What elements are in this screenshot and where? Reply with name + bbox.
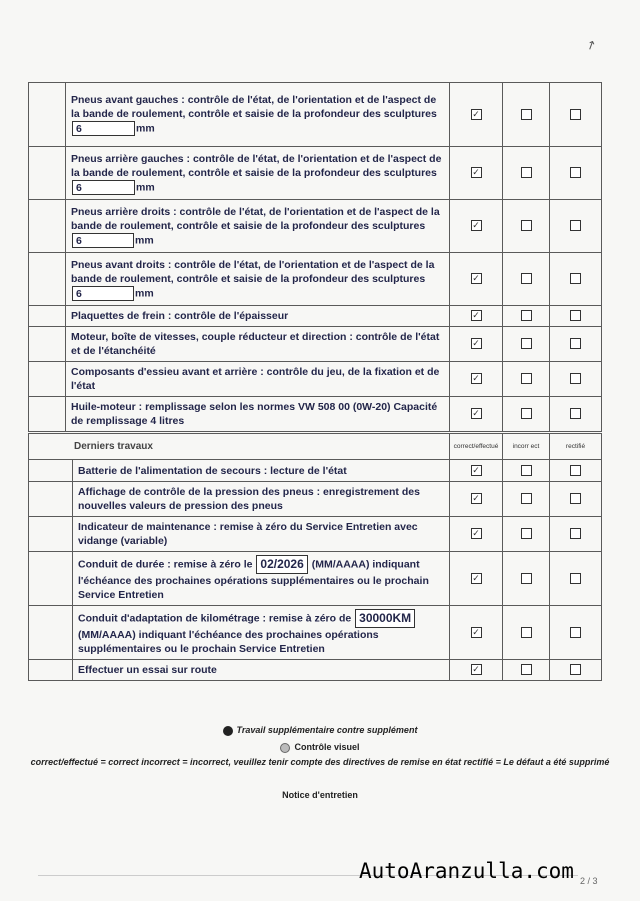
task-text: Conduit d'adaptation de kilométrage : remise à zéro de (78, 612, 352, 625)
checkbox-rectified[interactable] (570, 310, 581, 321)
light-dot-icon (280, 743, 290, 753)
legend-extra-work: Travail supplémentaire contre supplément (0, 725, 640, 736)
last-work-table (28, 433, 602, 681)
col-header-rectified: rectifié (550, 434, 602, 460)
checkbox-rectified[interactable] (570, 167, 581, 178)
row-margin (29, 460, 73, 482)
checkbox-rectified[interactable] (570, 528, 581, 539)
checkbox-incorrect[interactable] (521, 408, 532, 419)
row-margin (29, 253, 66, 306)
task-description (73, 606, 450, 660)
task-text: Affichage de contrôle de la pression des pneus : enregistrement des nouvelles valeurs de pression des pneus (78, 486, 420, 512)
checkbox-rectified[interactable] (570, 493, 581, 504)
checklist-row (29, 83, 602, 147)
inspection-table (28, 82, 602, 432)
checkbox-rectified-cell (550, 397, 602, 432)
row-margin (29, 397, 66, 432)
checkbox-incorrect-cell (503, 362, 550, 397)
checkbox-correct[interactable]: ✓ (472, 464, 480, 475)
checkbox-correct[interactable]: ✓ (472, 626, 480, 637)
task-description (73, 660, 450, 681)
checkbox-rectified-cell (550, 253, 602, 306)
checkbox-incorrect-cell (503, 460, 550, 482)
value-field[interactable]: 6 (72, 180, 135, 195)
checkbox-rectified-cell (550, 482, 602, 517)
checklist-row (29, 362, 602, 397)
task-description (73, 460, 450, 482)
row-margin (29, 83, 66, 147)
legend-visual-check: Contrôle visuel (0, 742, 640, 753)
checkbox-incorrect[interactable] (521, 573, 532, 584)
checklist-row (29, 147, 602, 200)
row-margin (29, 200, 66, 253)
checkbox-incorrect-cell (503, 552, 550, 606)
checkbox-correct[interactable]: ✓ (472, 408, 480, 419)
filled-dot-icon (223, 726, 233, 736)
checkbox-rectified-cell (550, 327, 602, 362)
checkbox-incorrect-cell (503, 253, 550, 306)
checkbox-correct-cell (450, 606, 503, 660)
checkbox-incorrect-cell (503, 606, 550, 660)
legend-notice: Notice d'entretien (282, 790, 358, 800)
checkbox-incorrect[interactable] (521, 528, 532, 539)
checklist-row (29, 200, 602, 253)
value-field[interactable]: 02/2026 (256, 555, 307, 574)
checkbox-incorrect-cell (503, 147, 550, 200)
task-text: Moteur, boîte de vitesses, couple réducteur et direction : contrôle de l'état et de l'étanchéité (71, 331, 440, 357)
checklist-row (29, 517, 602, 552)
checkbox-incorrect-cell (503, 83, 550, 147)
value-field[interactable]: 6 (72, 121, 135, 136)
section-title: Derniers travaux (29, 434, 450, 460)
task-text: Indicateur de maintenance : remise à zéro du Service Entretien avec vidange (variable) (78, 521, 418, 547)
checkbox-incorrect-cell (503, 327, 550, 362)
unit-label: mm (136, 122, 155, 135)
checklist-row (29, 660, 602, 681)
checkbox-correct-cell (450, 327, 503, 362)
checkbox-rectified[interactable] (570, 273, 581, 284)
checkbox-rectified[interactable] (570, 664, 581, 675)
checkbox-correct[interactable]: ✓ (472, 373, 480, 384)
row-margin (29, 306, 66, 327)
col-header-correct: correct/effectué (450, 434, 503, 460)
value-field[interactable]: 6 (72, 286, 134, 301)
checkbox-correct[interactable]: ✓ (472, 664, 480, 675)
task-text: Huile-moteur : remplissage selon les normes VW 508 00 (0W-20) Capacité de remplissage 4 litres (71, 401, 438, 427)
checkbox-correct-cell (450, 306, 503, 327)
checkbox-rectified-cell (550, 83, 602, 147)
legend-definitions: correct/effectué = correct incorrect = incorrect, veuillez tenir compte des directives de remise en état rectifié = Le défaut a été supprimé (30, 757, 610, 767)
task-text: Conduit de durée : remise à zéro le (78, 558, 253, 571)
checkbox-incorrect[interactable] (521, 664, 532, 675)
page-number: 2 / 3 (580, 876, 598, 886)
checkbox-rectified[interactable] (570, 338, 581, 349)
checkbox-correct-cell (450, 397, 503, 432)
checkbox-correct[interactable]: ✓ (472, 167, 480, 178)
row-margin (29, 482, 73, 517)
checkbox-rectified-cell (550, 517, 602, 552)
checkbox-rectified-cell (550, 306, 602, 327)
task-description (66, 327, 450, 362)
watermark: AutoAranzulla.com (359, 859, 574, 883)
checkbox-correct-cell (450, 482, 503, 517)
task-description (73, 552, 450, 606)
task-text-continued: (MM/AAAA) indiquant l'échéance des prochaines opérations supplémentaires ou le prochain Service Entretien (78, 558, 429, 601)
checkbox-correct-cell (450, 552, 503, 606)
checkbox-incorrect[interactable] (521, 373, 532, 384)
checkbox-rectified[interactable] (570, 573, 581, 584)
checklist-row (29, 306, 602, 327)
checkbox-rectified-cell (550, 606, 602, 660)
checkbox-rectified-cell (550, 147, 602, 200)
col-header-incorrect: incorr ect (503, 434, 550, 460)
row-margin (29, 517, 73, 552)
checkbox-rectified-cell (550, 362, 602, 397)
checkbox-rectified[interactable] (570, 408, 581, 419)
row-margin (29, 606, 73, 660)
task-text: Batterie de l'alimentation de secours : lecture de l'état (78, 464, 347, 477)
checkbox-incorrect-cell (503, 200, 550, 253)
checkbox-rectified[interactable] (570, 627, 581, 638)
checkbox-incorrect[interactable] (521, 465, 532, 476)
row-margin (29, 147, 66, 200)
checkbox-incorrect-cell (503, 482, 550, 517)
checkbox-correct[interactable]: ✓ (472, 528, 480, 539)
checkbox-correct[interactable]: ✓ (472, 273, 480, 284)
checkbox-correct[interactable]: ✓ (472, 108, 480, 119)
checklist-row (29, 460, 602, 482)
checkbox-correct-cell (450, 253, 503, 306)
task-description (66, 362, 450, 397)
task-description (66, 147, 450, 200)
task-description (66, 306, 450, 327)
checklist-row (29, 552, 602, 606)
checkbox-correct[interactable]: ✓ (472, 310, 480, 321)
value-field[interactable]: 6 (72, 233, 134, 248)
checkbox-rectified[interactable] (570, 109, 581, 120)
checkbox-correct-cell (450, 362, 503, 397)
unit-label: mm (136, 180, 155, 193)
task-text: Pneus arrière droits : contrôle de l'état, de l'orientation et de l'aspect de la bande de roulement, contrôle et saisie de la profondeur des sculptures (71, 205, 440, 232)
task-text-continued: (MM/AAAA) indiquant l'échéance des prochaines opérations supplémentaires ou le prochain Service Entretien (78, 629, 379, 655)
checkbox-incorrect[interactable] (521, 310, 532, 321)
row-margin (29, 327, 66, 362)
checklist-row (29, 482, 602, 517)
row-margin (29, 552, 73, 606)
task-text: Pneus avant gauches : contrôle de l'état, de l'orientation et de l'aspect de la bande de roulement, contrôle et saisie de la profondeur des sculptures (71, 94, 437, 120)
value-field[interactable]: 30000KM (355, 609, 415, 628)
checkbox-rectified-cell (550, 460, 602, 482)
checkbox-incorrect-cell (503, 517, 550, 552)
checkbox-incorrect[interactable] (521, 167, 532, 178)
task-text: Plaquettes de frein : contrôle de l'épaisseur (71, 310, 289, 322)
row-margin (29, 362, 66, 397)
checklist-row (29, 327, 602, 362)
checkbox-rectified-cell (550, 660, 602, 681)
checkbox-correct[interactable]: ✓ (472, 220, 480, 231)
unit-label: mm (135, 233, 154, 246)
checkbox-incorrect[interactable] (521, 220, 532, 231)
checkbox-correct-cell (450, 83, 503, 147)
checkbox-correct-cell (450, 200, 503, 253)
row-margin (29, 660, 73, 681)
task-description (66, 397, 450, 432)
unit-label: mm (135, 286, 154, 299)
checkbox-incorrect-cell (503, 306, 550, 327)
checklist-row (29, 397, 602, 432)
checkbox-correct-cell (450, 460, 503, 482)
checkbox-incorrect[interactable] (521, 338, 532, 349)
task-description (66, 253, 450, 306)
task-text: Composants d'essieu avant et arrière : contrôle du jeu, de la fixation et de l'état (71, 366, 440, 392)
checkbox-incorrect[interactable] (521, 493, 532, 504)
checkbox-correct-cell (450, 660, 503, 681)
checkbox-incorrect-cell (503, 397, 550, 432)
task-description (73, 517, 450, 552)
checkbox-rectified-cell (550, 552, 602, 606)
checkbox-rectified[interactable] (570, 465, 581, 476)
checkbox-incorrect[interactable] (521, 109, 532, 120)
checkbox-incorrect[interactable] (521, 273, 532, 284)
checklist-row (29, 253, 602, 306)
checkbox-correct[interactable]: ✓ (472, 493, 480, 504)
task-description (66, 200, 450, 253)
task-text: Effectuer un essai sur route (78, 664, 217, 676)
checkbox-rectified[interactable] (570, 373, 581, 384)
checkbox-rectified[interactable] (570, 220, 581, 231)
checkbox-incorrect[interactable] (521, 627, 532, 638)
task-description (66, 83, 450, 147)
task-description (73, 482, 450, 517)
corner-mark: ↗ (583, 36, 599, 54)
checkbox-correct[interactable]: ✓ (472, 572, 480, 583)
checkbox-correct[interactable]: ✓ (472, 338, 480, 349)
checkbox-rectified-cell (550, 200, 602, 253)
task-text: Pneus arrière gauches : contrôle de l'état, de l'orientation et de l'aspect de la bande de roulement, contrôle et saisie de la profondeur des sculptures (71, 152, 442, 179)
checkbox-correct-cell (450, 517, 503, 552)
checkbox-incorrect-cell (503, 660, 550, 681)
task-text: Pneus avant droits : contrôle de l'état, de l'orientation et de l'aspect de la bande de roulement, contrôle et saisie de la profondeur des sculptures (71, 258, 435, 285)
checkbox-correct-cell (450, 147, 503, 200)
checklist-row (29, 606, 602, 660)
